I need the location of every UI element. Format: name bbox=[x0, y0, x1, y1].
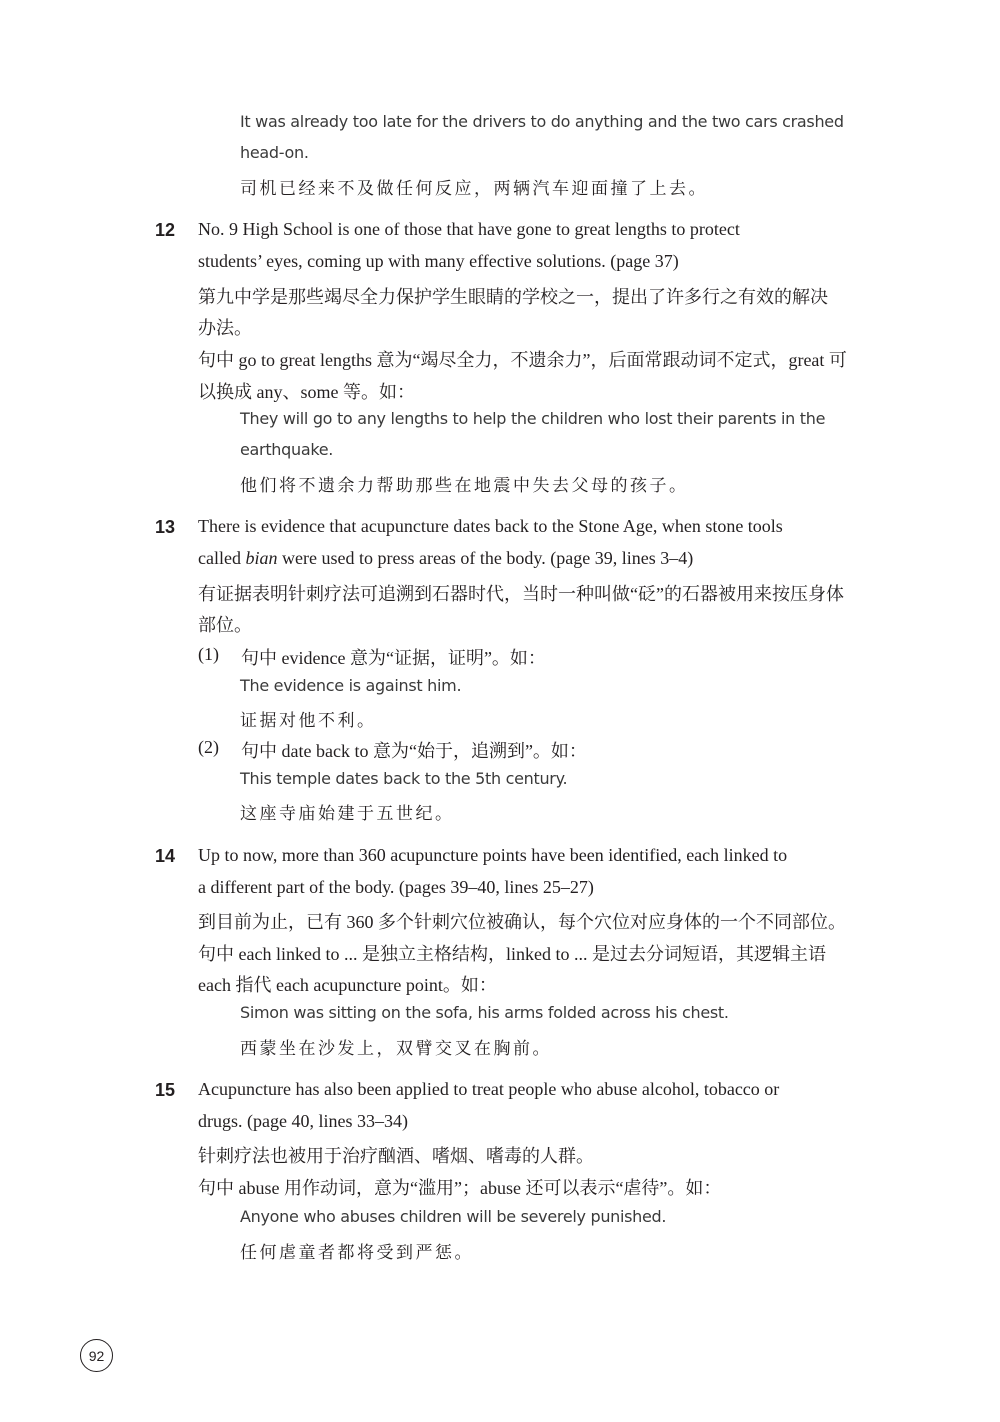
source-sentence-line: There is evidence that acupuncture dates back to the Stone Age, when stone tools bbox=[198, 516, 783, 536]
translation-line: 到目前为止，已有 360 多个针刺穴位被确认，每个穴位对应身体的一个不同部位。 bbox=[198, 912, 846, 932]
note-number: 14 bbox=[155, 846, 176, 866]
note-number: 15 bbox=[155, 1080, 176, 1100]
note-number: 12 bbox=[155, 220, 176, 240]
example-en-line: The evidence is against him. bbox=[240, 676, 462, 695]
explanation-line: 句中 date back to 意为“始于，追溯到”。如： bbox=[241, 741, 587, 761]
page-number: 92 bbox=[80, 1339, 113, 1372]
example-en-line: Anyone who abuses children will be severely punished. bbox=[240, 1207, 667, 1226]
translation-line: 部位。 bbox=[198, 615, 252, 635]
example-cn-line: 任何虐童者都将受到严惩。 bbox=[240, 1243, 474, 1263]
example-en-line: This temple dates back to the 5th century. bbox=[240, 769, 568, 788]
italic-term: bian bbox=[245, 548, 278, 568]
sentence-text: called bbox=[198, 548, 246, 568]
source-sentence-line: Up to now, more than 360 acupuncture points have been identified, each linked to bbox=[198, 845, 788, 865]
example-cn-line: 证据对他不利。 bbox=[240, 711, 377, 731]
example-en-line: earthquake. bbox=[240, 440, 334, 459]
example-cn-line: 司机已经来不及做任何反应，两辆汽车迎面撞了上去。 bbox=[240, 179, 708, 199]
example-cn-line: 他们将不遗余力帮助那些在地震中失去父母的孩子。 bbox=[240, 476, 689, 496]
translation-line: 针刺疗法也被用于治疗酗酒、嗜烟、嗜毒的人群。 bbox=[198, 1146, 594, 1166]
explanation-line: 句中 each linked to ... 是独立主格结构，linked to ... 是过去分词短语，其逻辑主语 bbox=[198, 944, 826, 964]
source-sentence-line: Acupuncture has also been applied to treat people who abuse alcohol, tobacco or bbox=[198, 1079, 780, 1099]
sentence-text: were used to press areas of the body. (page 39, lines 3–4) bbox=[277, 548, 694, 568]
translation-line: 办法。 bbox=[198, 318, 252, 338]
explanation-line: 句中 abuse 用作动词，意为“滥用”；abuse 还可以表示“虐待”。如： bbox=[198, 1178, 722, 1198]
source-sentence-line: students’ eyes, coming up with many effective solutions. (page 37) bbox=[198, 251, 679, 271]
example-cn-line: 这座寺庙始建于五世纪。 bbox=[240, 804, 455, 824]
translation-line: 第九中学是那些竭尽全力保护学生眼睛的学校之一，提出了许多行之有效的解决 bbox=[198, 287, 828, 307]
sub-item-label: (2) bbox=[198, 737, 219, 757]
source-sentence-line bbox=[198, 548, 693, 569]
example-en-line: It was already too late for the drivers to do anything and the two cars crashed bbox=[240, 112, 844, 131]
note-number: 13 bbox=[155, 517, 176, 537]
source-sentence-line: a different part of the body. (pages 39–40, lines 25–27) bbox=[198, 877, 594, 897]
example-en-line: Simon was sitting on the sofa, his arms folded across his chest. bbox=[240, 1003, 729, 1022]
explanation-line: each 指代 each acupuncture point。如： bbox=[198, 975, 497, 995]
source-sentence-line: No. 9 High School is one of those that have gone to great lengths to protect bbox=[198, 219, 740, 239]
explanation-line: 句中 go to great lengths 意为“竭尽全力，不遗余力”，后面常跟动词不定式，great 可 bbox=[198, 350, 847, 370]
example-en-line: head-on. bbox=[240, 143, 309, 162]
example-en-line: They will go to any lengths to help the children who lost their parents in the bbox=[240, 409, 826, 428]
source-sentence-line: drugs. (page 40, lines 33–34) bbox=[198, 1111, 408, 1131]
translation-line: 有证据表明针刺疗法可追溯到石器时代，当时一种叫做“砭”的石器被用来按压身体 bbox=[198, 584, 844, 604]
sub-item-label: (1) bbox=[198, 644, 219, 664]
example-cn-line: 西蒙坐在沙发上，双臂交叉在胸前。 bbox=[240, 1039, 552, 1059]
explanation-line: 以换成 any、some 等。如： bbox=[198, 382, 415, 402]
explanation-line: 句中 evidence 意为“证据，证明”。如： bbox=[241, 648, 546, 668]
